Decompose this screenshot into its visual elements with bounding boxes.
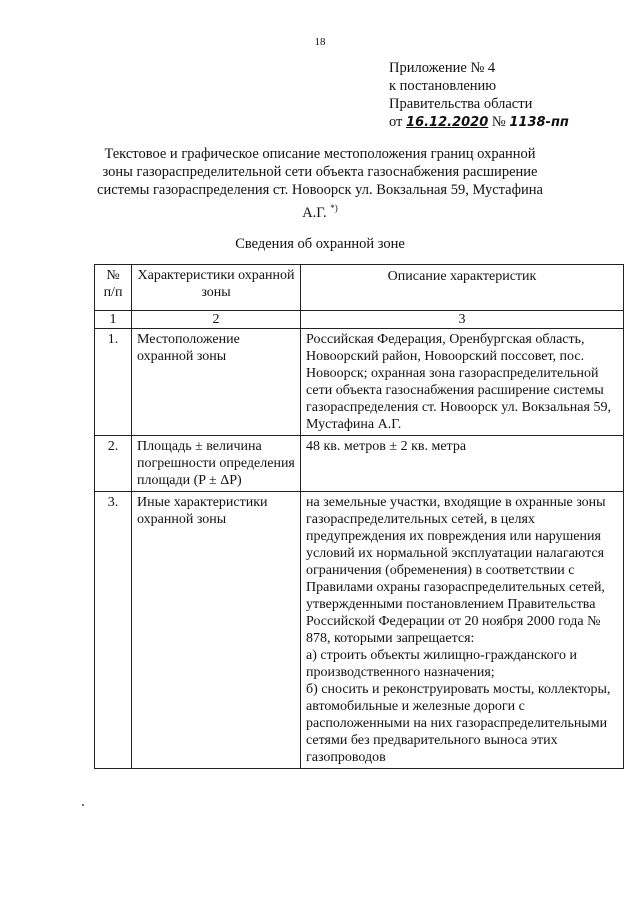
column-number: 3 — [301, 311, 624, 329]
row-number: 2. — [95, 436, 132, 492]
handwritten-number: 1138-пп — [509, 115, 569, 130]
page-number: 18 — [314, 36, 326, 48]
document-title-text: Текстовое и графическое описание местоположения границ охранной зоны газораспределительной сети объекта газоснабжения расширение системы газораспределения ст. Новоорск ул. Вокзальная 59, Мустафина А.Г. — [97, 146, 543, 221]
appendix-header — [389, 59, 569, 132]
prohibition-item-b: б) сносить и реконструировать мосты, коллекторы, автомобильные и железные дороги с расположенными на них газораспределительными сетями без предварительного выноса этих газопроводов — [306, 682, 611, 765]
column-number: 2 — [132, 311, 301, 329]
from-word: от — [389, 114, 403, 130]
row-description: 48 кв. метров ± 2 кв. метра — [301, 436, 624, 492]
document-title — [90, 145, 550, 222]
row-description-text: на земельные участки, входящие в охранные зоны газораспределительных сетей, в целях предупреждения их повреждения или нарушения условий их нормальной эксплуатации налагаются ограничения (обременения) в соответствии с Правилами охраны газораспределительных сетей, утвержденными постановлением Правительства Российской Федерации от 20 ноября 2000 года № 878, которыми запрещается: — [306, 495, 606, 646]
column-number: 1 — [95, 311, 132, 329]
handwritten-date: 16.12.2020 — [406, 115, 489, 130]
number-sign: № — [491, 114, 506, 130]
row-number: 1. — [95, 329, 132, 436]
column-number-row — [95, 311, 624, 329]
table-header-row — [95, 265, 624, 311]
header-description: Описание характеристик — [301, 265, 624, 311]
table-row — [95, 492, 624, 769]
prohibition-item-a: а) строить объекты жилищно-гражданского и производственного назначения; — [306, 648, 577, 680]
row-description — [301, 492, 624, 769]
appendix-line-2: к постановлению — [389, 78, 497, 94]
row-number: 3. — [95, 492, 132, 769]
header-number: № п/п — [95, 265, 132, 311]
protection-zone-table — [94, 264, 624, 769]
appendix-line-4 — [389, 113, 569, 132]
section-title: Сведения об охранной зоне — [235, 236, 405, 252]
row-characteristic: Местоположение охранной зоны — [132, 329, 301, 436]
scan-speck — [82, 804, 84, 806]
row-description: Российская Федерация, Оренбургская область, Новоорский район, Новоорский поссовет, пос. Новоорск; охранная зона газораспределительной сети объекта газоснабжения расширение системы газораспределения ст. Новоорск ул. Вокзальная 59, Мустафина А.Г. — [301, 329, 624, 436]
footnote-mark: *) — [330, 203, 338, 213]
appendix-line-3: Правительства области — [389, 96, 533, 112]
appendix-line-1: Приложение № 4 — [389, 60, 496, 76]
row-characteristic: Иные характеристики охранной зоны — [132, 492, 301, 769]
table-row — [95, 329, 624, 436]
table-row — [95, 436, 624, 492]
row-characteristic: Площадь ± величина погрешности определения площади (P ± ΔP) — [132, 436, 301, 492]
header-characteristic: Характеристики охранной зоны — [132, 265, 301, 311]
